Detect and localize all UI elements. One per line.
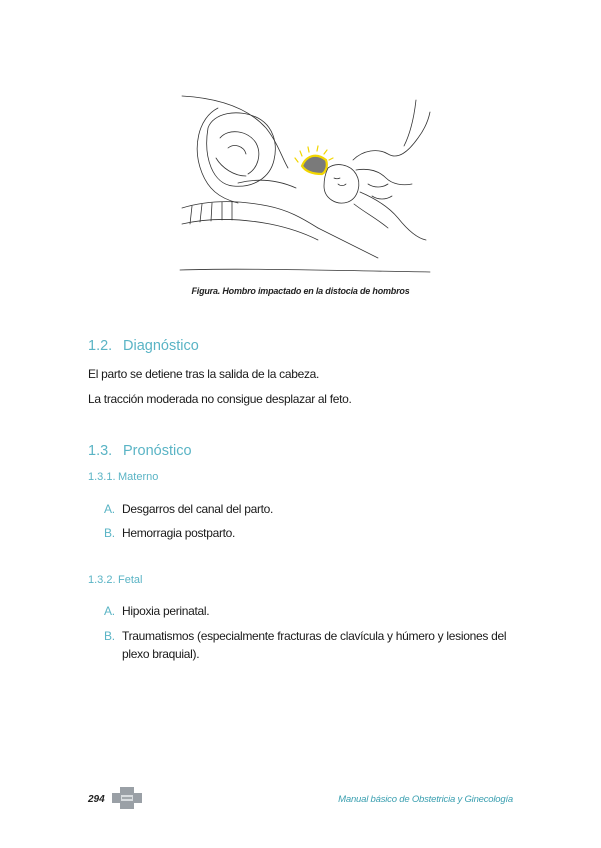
heading-title: Diagnóstico bbox=[123, 338, 199, 354]
subheading-title: Fetal bbox=[118, 574, 143, 586]
list-letter: A. bbox=[104, 502, 115, 516]
heading-number: 1.3. bbox=[88, 443, 113, 459]
list-item bbox=[104, 602, 514, 620]
subheading-number: 1.3.2. bbox=[88, 574, 116, 586]
list-item bbox=[104, 524, 514, 542]
list-letter: A. bbox=[104, 604, 115, 618]
page-number: 294 bbox=[88, 794, 105, 805]
shoulder-dystocia-illustration bbox=[178, 88, 434, 274]
subheading-title: Materno bbox=[118, 471, 159, 483]
subheading-fetal bbox=[88, 574, 142, 586]
list-text: Desgarros del canal del parto. bbox=[122, 502, 274, 516]
subheading-number: 1.3.1. bbox=[88, 471, 116, 483]
list-item bbox=[104, 500, 514, 518]
impacted-shoulder-highlight bbox=[302, 156, 327, 174]
list-text: Hemorragia postparto. bbox=[122, 526, 236, 540]
heading-title: Pronóstico bbox=[123, 443, 192, 459]
list-item bbox=[104, 627, 514, 663]
book-title: Manual básico de Obstetricia y Ginecología bbox=[338, 794, 513, 805]
subheading-materno bbox=[88, 471, 158, 483]
list-text: Traumatismos (especialmente fracturas de clavícula y húmero y lesiones del plexo braquial). bbox=[122, 629, 507, 661]
publisher-logo-icon bbox=[112, 787, 142, 809]
heading-pronostico bbox=[88, 443, 192, 459]
paragraph: La tracción moderada no consigue desplazar al feto. bbox=[88, 392, 352, 406]
heading-number: 1.2. bbox=[88, 338, 113, 354]
list-letter: B. bbox=[104, 629, 115, 643]
paragraph: El parto se detiene tras la salida de la cabeza. bbox=[88, 367, 320, 381]
list-text: Hipoxia perinatal. bbox=[122, 604, 210, 618]
heading-diagnostico bbox=[88, 338, 199, 354]
figure-caption: Figura. Hombro impactado en la distocia de hombros bbox=[191, 286, 410, 296]
list-letter: B. bbox=[104, 526, 115, 540]
